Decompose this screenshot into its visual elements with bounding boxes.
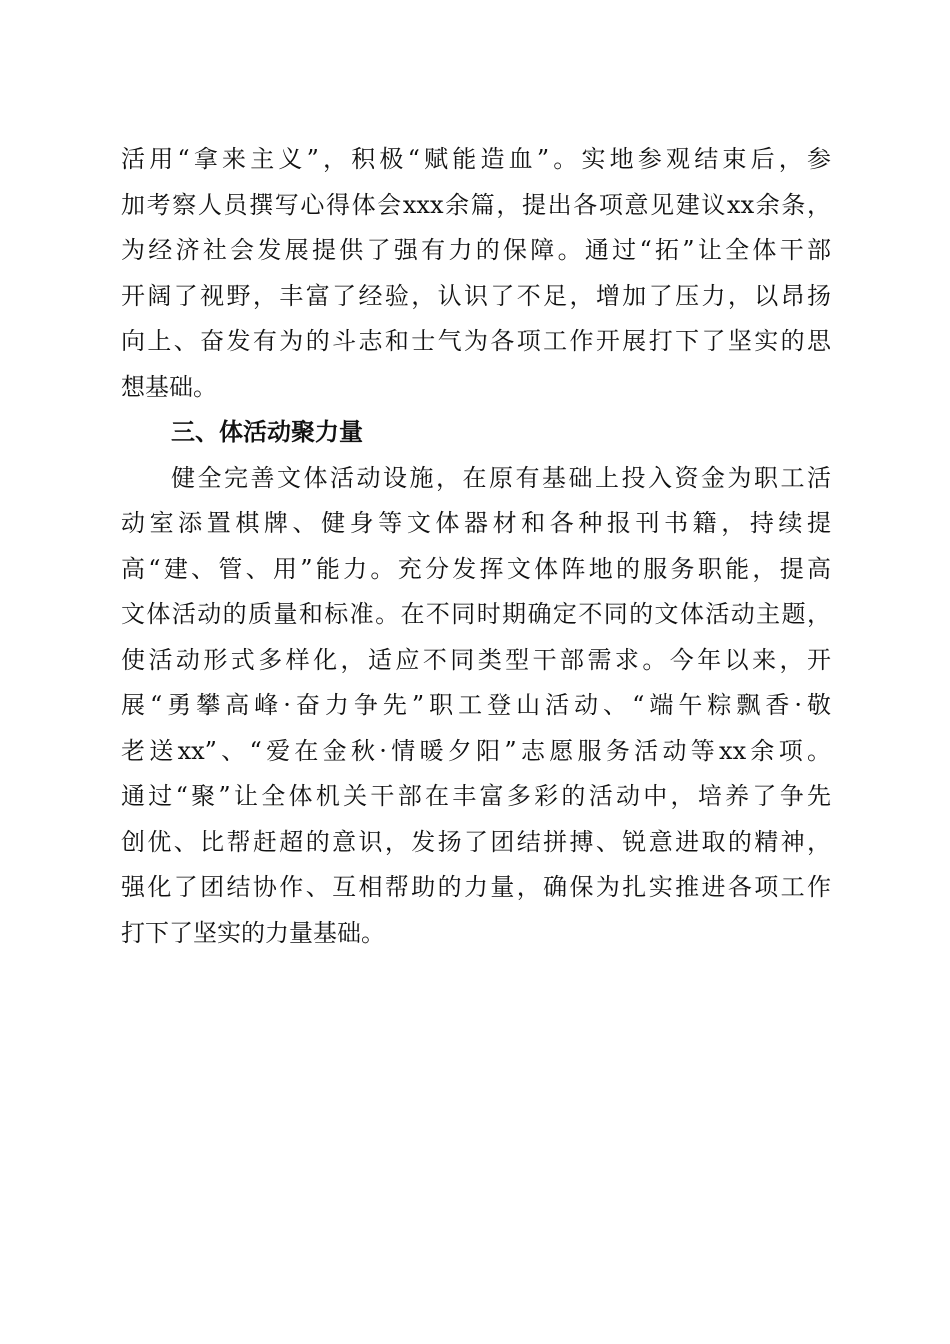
paragraph-line: 展“勇攀高峰·奋力争先”职工登山活动、“端午粽飘香·敬: [121, 691, 831, 719]
paragraph-line: 健全完善文体活动设施，在原有基础上投入资金为职工活: [171, 463, 831, 492]
paragraph-line: 加考察人员撰写心得体会xxx余篇，提出各项意见建议xx余条，: [121, 190, 831, 219]
document-body: [121, 137, 831, 956]
paragraph-line: 创优、比帮赶超的意识，发扬了团结拼搏、锐意进取的精神，: [121, 827, 831, 856]
paragraph-line: 向上、奋发有为的斗志和士气为各项工作开展打下了坚实的思: [121, 327, 831, 355]
paragraph-line: 高“建、管、用”能力。充分发挥文体阵地的服务职能，提高: [121, 554, 831, 583]
paragraph-line: 开阔了视野，丰富了经验，认识了不足，增加了压力，以昂扬: [121, 281, 831, 310]
paragraph-line: 为经济社会发展提供了强有力的保障。通过“拓”让全体干部: [121, 236, 831, 264]
paragraph-line: 打下了坚实的力量基础。: [121, 918, 385, 947]
section-heading: 三、体活动聚力量: [171, 418, 363, 446]
paragraph-line: 活用“拿来主义”，积极“赋能造血”。实地参观结束后，参: [121, 145, 831, 173]
paragraph-1: [121, 137, 831, 410]
paragraph-line: 通过“聚”让全体机关干部在丰富多彩的活动中，培养了争先: [121, 782, 831, 810]
paragraph-line: 使活动形式多样化，适应不同类型干部需求。今年以来，开: [121, 645, 831, 674]
paragraph-line: 文体活动的质量和标准。在不同时期确定不同的文体活动主题，: [121, 600, 831, 628]
paragraph-line: 想基础。: [121, 372, 217, 401]
paragraph-line: 老送xx”、“爱在金秋·情暖夕阳”志愿服务活动等xx余项。: [121, 736, 831, 765]
paragraph-line: 动室添置棋牌、健身等文体器材和各种报刊书籍，持续提: [121, 509, 831, 537]
paragraph-2: [121, 456, 831, 957]
paragraph-line: 强化了团结协作、互相帮助的力量，确保为扎实推进各项工作: [121, 873, 831, 901]
